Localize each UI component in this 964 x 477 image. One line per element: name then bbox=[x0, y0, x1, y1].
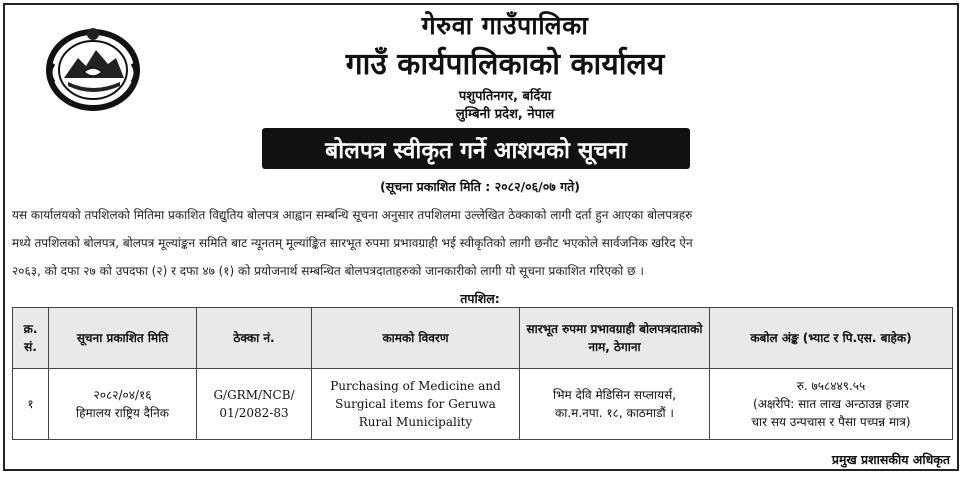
cell-date bbox=[49, 369, 197, 440]
header-date: सूचना प्रकाशित मिति bbox=[49, 308, 197, 369]
header-description: कामको विवरण bbox=[312, 308, 520, 369]
details-heading: तपशिल: bbox=[460, 291, 500, 306]
header-amount: कबोल अंङ्क (भ्याट र पि.एस. बाहेक) bbox=[710, 308, 953, 369]
cell-amount-figure: रु. ७५८४४९.५५ bbox=[796, 379, 866, 393]
notice-body-line: २०६३, को दफा २७ को उपदफा (२) र दफा ४७ (१) को प्रयोजनार्थ सम्बन्धित बोलपत्रदाताहरुको जानकारीको लागी यो सूचना प्रकाशित गरिएको छ । bbox=[12, 264, 644, 278]
office-address: पशुपतिनगर, बर्दिया bbox=[458, 89, 552, 104]
cell-contract-line: 01/2082-83 bbox=[219, 406, 289, 420]
office-province: लुम्बिनी प्रदेश, नेपाल bbox=[455, 107, 555, 122]
cell-serial: १ bbox=[13, 369, 49, 440]
cell-date-newspaper: हिमालय राष्ट्रिय दैनिक bbox=[76, 406, 169, 420]
cell-bidder-name: भिम देवि मेडिसिन सप्लायर्स, bbox=[552, 388, 677, 402]
cell-amount-words: (अक्षरेपि: सात लाख अन्ठाउन्न हजार bbox=[753, 397, 909, 411]
cell-description-line: Surgical items for Geruwa bbox=[335, 397, 496, 411]
header-contract: ठेक्का नं. bbox=[197, 308, 312, 369]
cell-description-line: Rural Municipality bbox=[358, 415, 473, 429]
table-row bbox=[13, 369, 953, 440]
signatory-title: प्रमुख प्रशासकीय अधिकृत bbox=[831, 452, 950, 467]
municipality-name: गेरुवा गाउँपालिका bbox=[421, 11, 589, 40]
cell-description bbox=[312, 369, 520, 440]
office-name: गाउँ कार्यपालिकाको कार्यालय bbox=[345, 47, 665, 82]
table-header-row bbox=[13, 308, 953, 369]
notice-title: बोलपत्र स्वीकृत गर्ने आशयको सूचना bbox=[325, 137, 627, 164]
notice-body-line: यस कार्यालयको तपशिलको मितिमा प्रकाशित विद्युतिय बोलपत्र आह्वान सम्बन्धि सूचना अनुसार तपशिलमा उल्लेखित ठेक्काको लागी दर्ता हुन आएका बोलपत्रहरु bbox=[12, 208, 693, 222]
cell-bidder-address: का.म.नपा. १८, काठमाडौं । bbox=[555, 406, 674, 420]
bid-details-table bbox=[12, 307, 953, 440]
header-bidder: सारभूत रुपमा प्रभावग्राही बोलपत्रदाताको नाम, ठेगाना bbox=[520, 308, 710, 369]
published-date: (सूचना प्रकाशित मिति : २०८२/०६/०७ गते) bbox=[380, 179, 580, 194]
cell-date-value: २०८२/०४/१६ bbox=[93, 388, 152, 402]
cell-amount bbox=[710, 369, 953, 440]
header-serial: क्र. सं. bbox=[13, 308, 49, 369]
cell-description-line: Purchasing of Medicine and bbox=[330, 379, 501, 393]
notice-title-banner bbox=[262, 128, 690, 169]
notice-body-line: मध्ये तपशिलको बोलपत्र, बोलपत्र मूल्यांङ्कन समिति बाट न्यूनतम् मूल्यांङ्कित सारभूत रुपमा प्रभावग्राही भई स्वीकृतिको लागी छनौट भएकोले सार्वजनिक खरिद ऐन bbox=[12, 236, 693, 250]
cell-contract-line: G/GRM/NCB/ bbox=[213, 388, 295, 402]
cell-bidder bbox=[520, 369, 710, 440]
government-emblem-icon bbox=[44, 20, 142, 112]
cell-amount-words: चार सय उन्पचास र पैसा पच्पन्न मात्र) bbox=[751, 415, 911, 429]
cell-contract bbox=[197, 369, 312, 440]
